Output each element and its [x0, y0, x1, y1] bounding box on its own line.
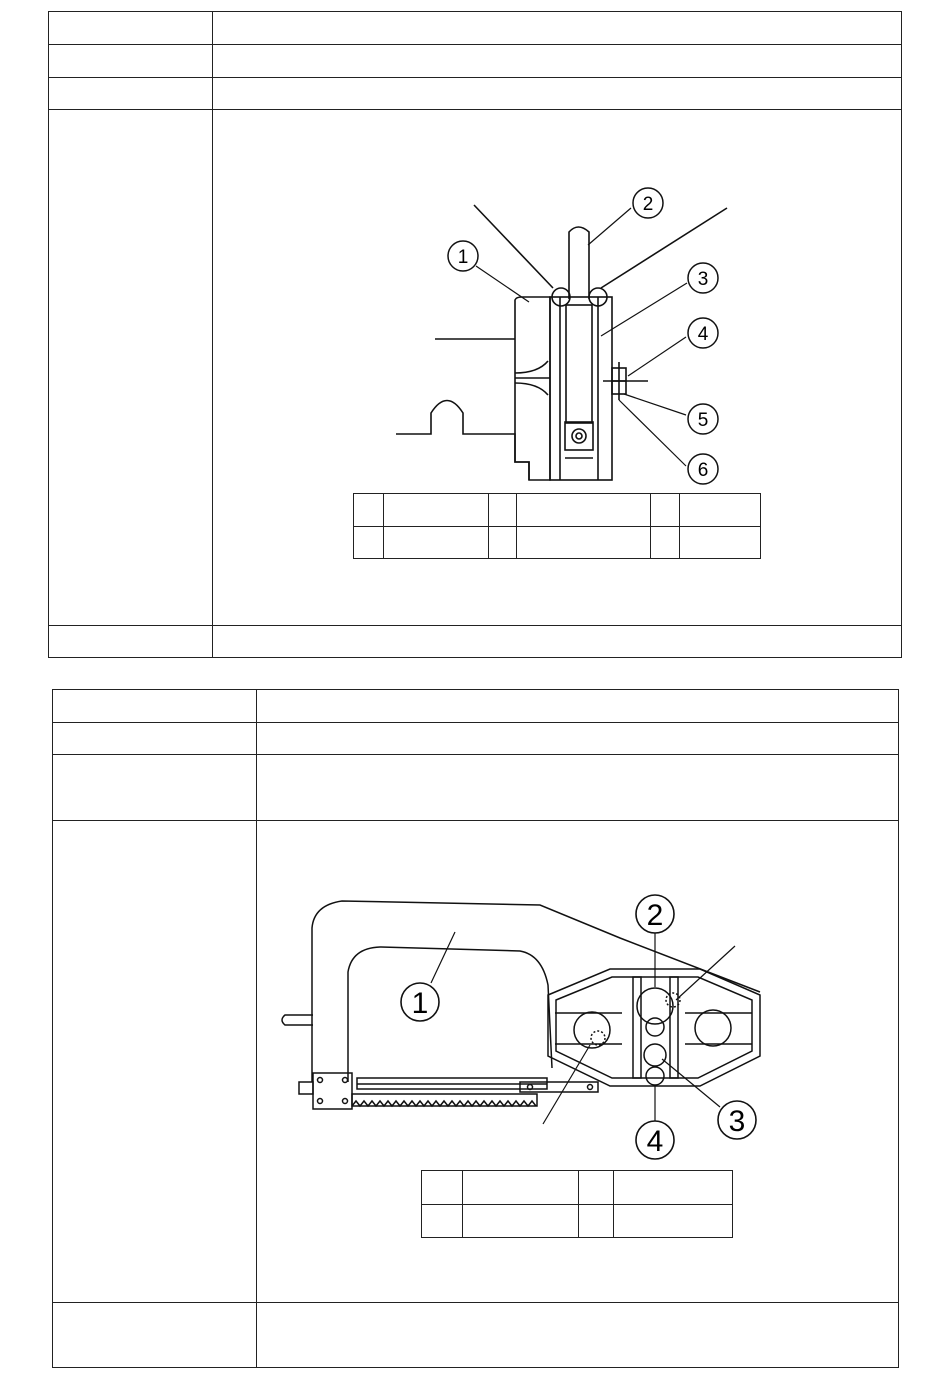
- callout-2-label-b: 2: [646, 899, 664, 932]
- callout-4-label-b: 4: [646, 1125, 664, 1158]
- callout-1-label: 1: [457, 247, 469, 268]
- callout-3-label: 3: [697, 269, 709, 290]
- callout-6-label: 6: [697, 460, 709, 481]
- callout-3-label-b: 3: [728, 1105, 746, 1138]
- legend-table-2: [421, 1170, 733, 1238]
- legend-b-1-desc: [463, 1171, 579, 1205]
- callout-2-label: 2: [642, 194, 654, 215]
- legend-b-1-num: [422, 1171, 463, 1205]
- legend-b-3-num: [422, 1205, 463, 1238]
- legend-b-2-desc: [614, 1171, 733, 1205]
- legend-b-2-num: [579, 1171, 614, 1205]
- callout-4-label: 4: [697, 324, 709, 345]
- legend-b-4-num: [579, 1205, 614, 1238]
- legend-b-4-desc: [614, 1205, 733, 1238]
- callout-5-label: 5: [697, 410, 709, 431]
- callout-1-label-b: 1: [411, 987, 429, 1020]
- legend-b-3-desc: [463, 1205, 579, 1238]
